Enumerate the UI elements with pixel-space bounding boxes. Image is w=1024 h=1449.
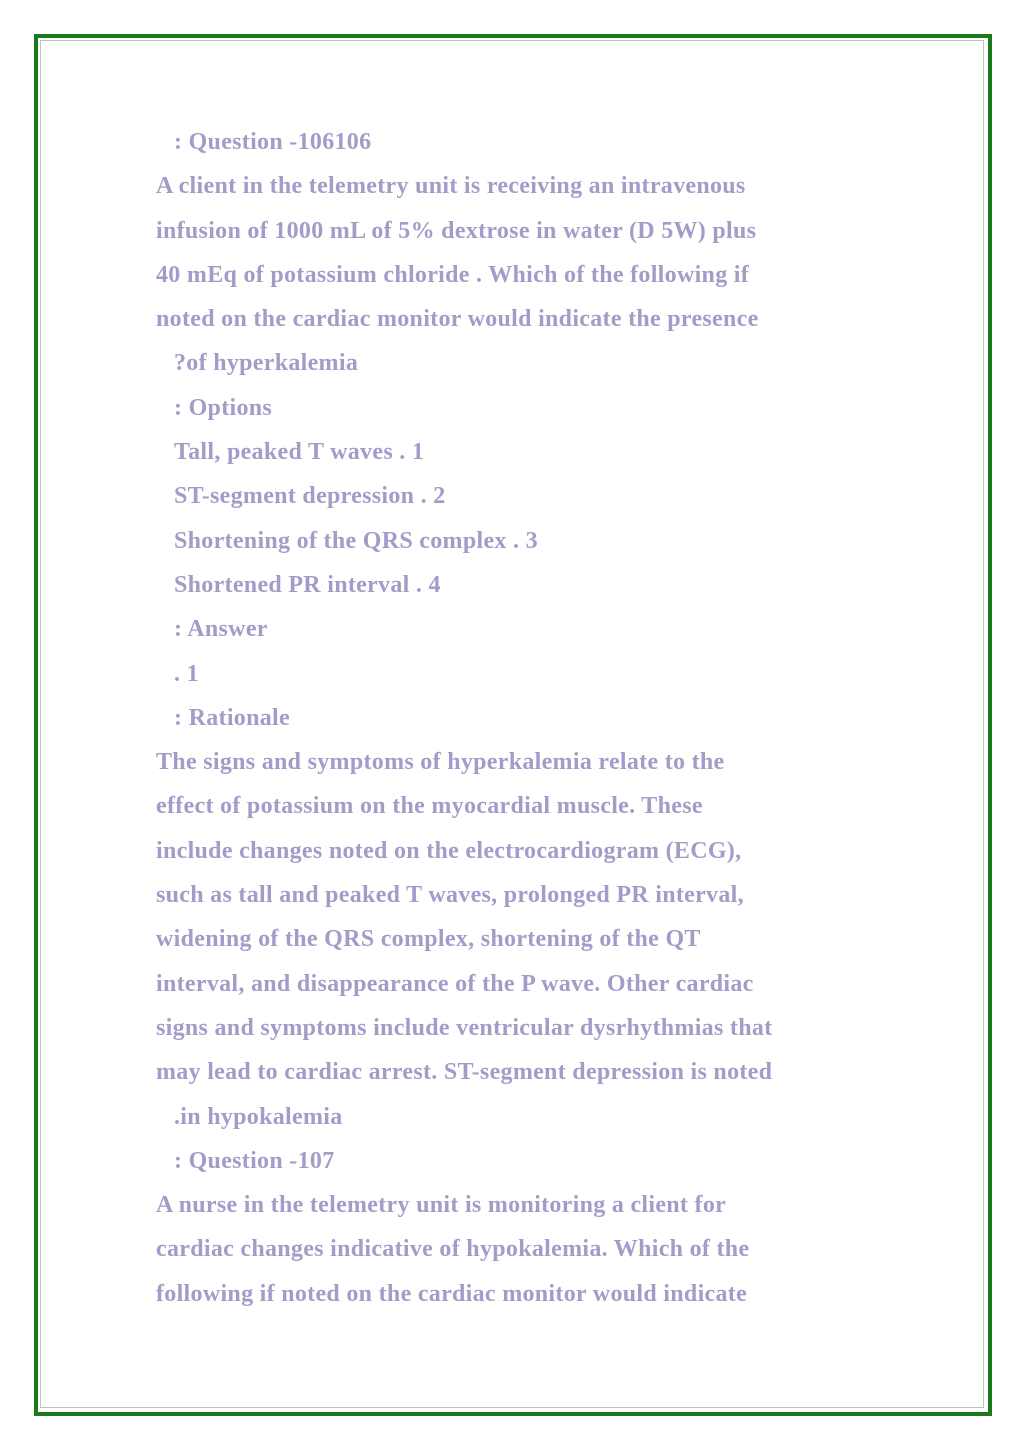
rationale-line-7: signs and symptoms include ventricular dysrhythmias that: [156, 1014, 773, 1041]
question-107-heading: : Question -107: [174, 1147, 335, 1174]
options-heading: : Options: [174, 394, 273, 421]
rationale-heading: : Rationale: [174, 704, 290, 731]
question-107-text-line-2: cardiac changes indicative of hypokalemia. Which of the: [156, 1236, 750, 1263]
question-106-text-line-2: infusion of 1000 mL of 5% dextrose in water (D 5W) plus: [156, 217, 757, 244]
rationale-line-9: .in hypokalemia: [174, 1103, 343, 1130]
rationale-line-4: such as tall and peaked T waves, prolonged PR interval,: [156, 882, 744, 909]
question-107-text-line-3: following if noted on the cardiac monitor would indicate: [156, 1280, 748, 1307]
question-106-heading: : Question -106106: [174, 129, 372, 155]
option-4: Shortened PR interval . 4: [174, 571, 441, 598]
rationale-line-8: may lead to cardiac arrest. ST-segment depression is noted: [156, 1059, 773, 1086]
rationale-line-1: The signs and symptoms of hyperkalemia relate to the: [156, 749, 725, 776]
question-107-text-line-1: A nurse in the telemetry unit is monitoring a client for: [156, 1192, 727, 1219]
option-3: Shortening of the QRS complex . 3: [174, 527, 538, 554]
question-106-text-line-3: 40 mEq of potassium chloride . Which of the following if: [156, 261, 750, 288]
answer-value: . 1: [174, 660, 199, 687]
rationale-line-2: effect of potassium on the myocardial muscle. These: [156, 793, 703, 820]
answer-heading: : Answer: [174, 616, 268, 643]
document-body: [156, 120, 876, 1316]
question-106-text-line-1: A client in the telemetry unit is receiving an intravenous: [156, 173, 746, 200]
option-1: Tall, peaked T waves . 1: [174, 439, 425, 466]
rationale-line-6: interval, and disappearance of the P wave. Other cardiac: [156, 970, 754, 997]
option-2: ST-segment depression . 2: [174, 483, 446, 510]
question-106-text-line-4: noted on the cardiac monitor would indicate the presence: [156, 306, 759, 333]
question-106-text-line-5: ?of hyperkalemia: [174, 350, 359, 377]
rationale-line-5: widening of the QRS complex, shortening of the QT: [156, 926, 701, 953]
rationale-line-3: include changes noted on the electrocardiogram (ECG),: [156, 837, 742, 864]
